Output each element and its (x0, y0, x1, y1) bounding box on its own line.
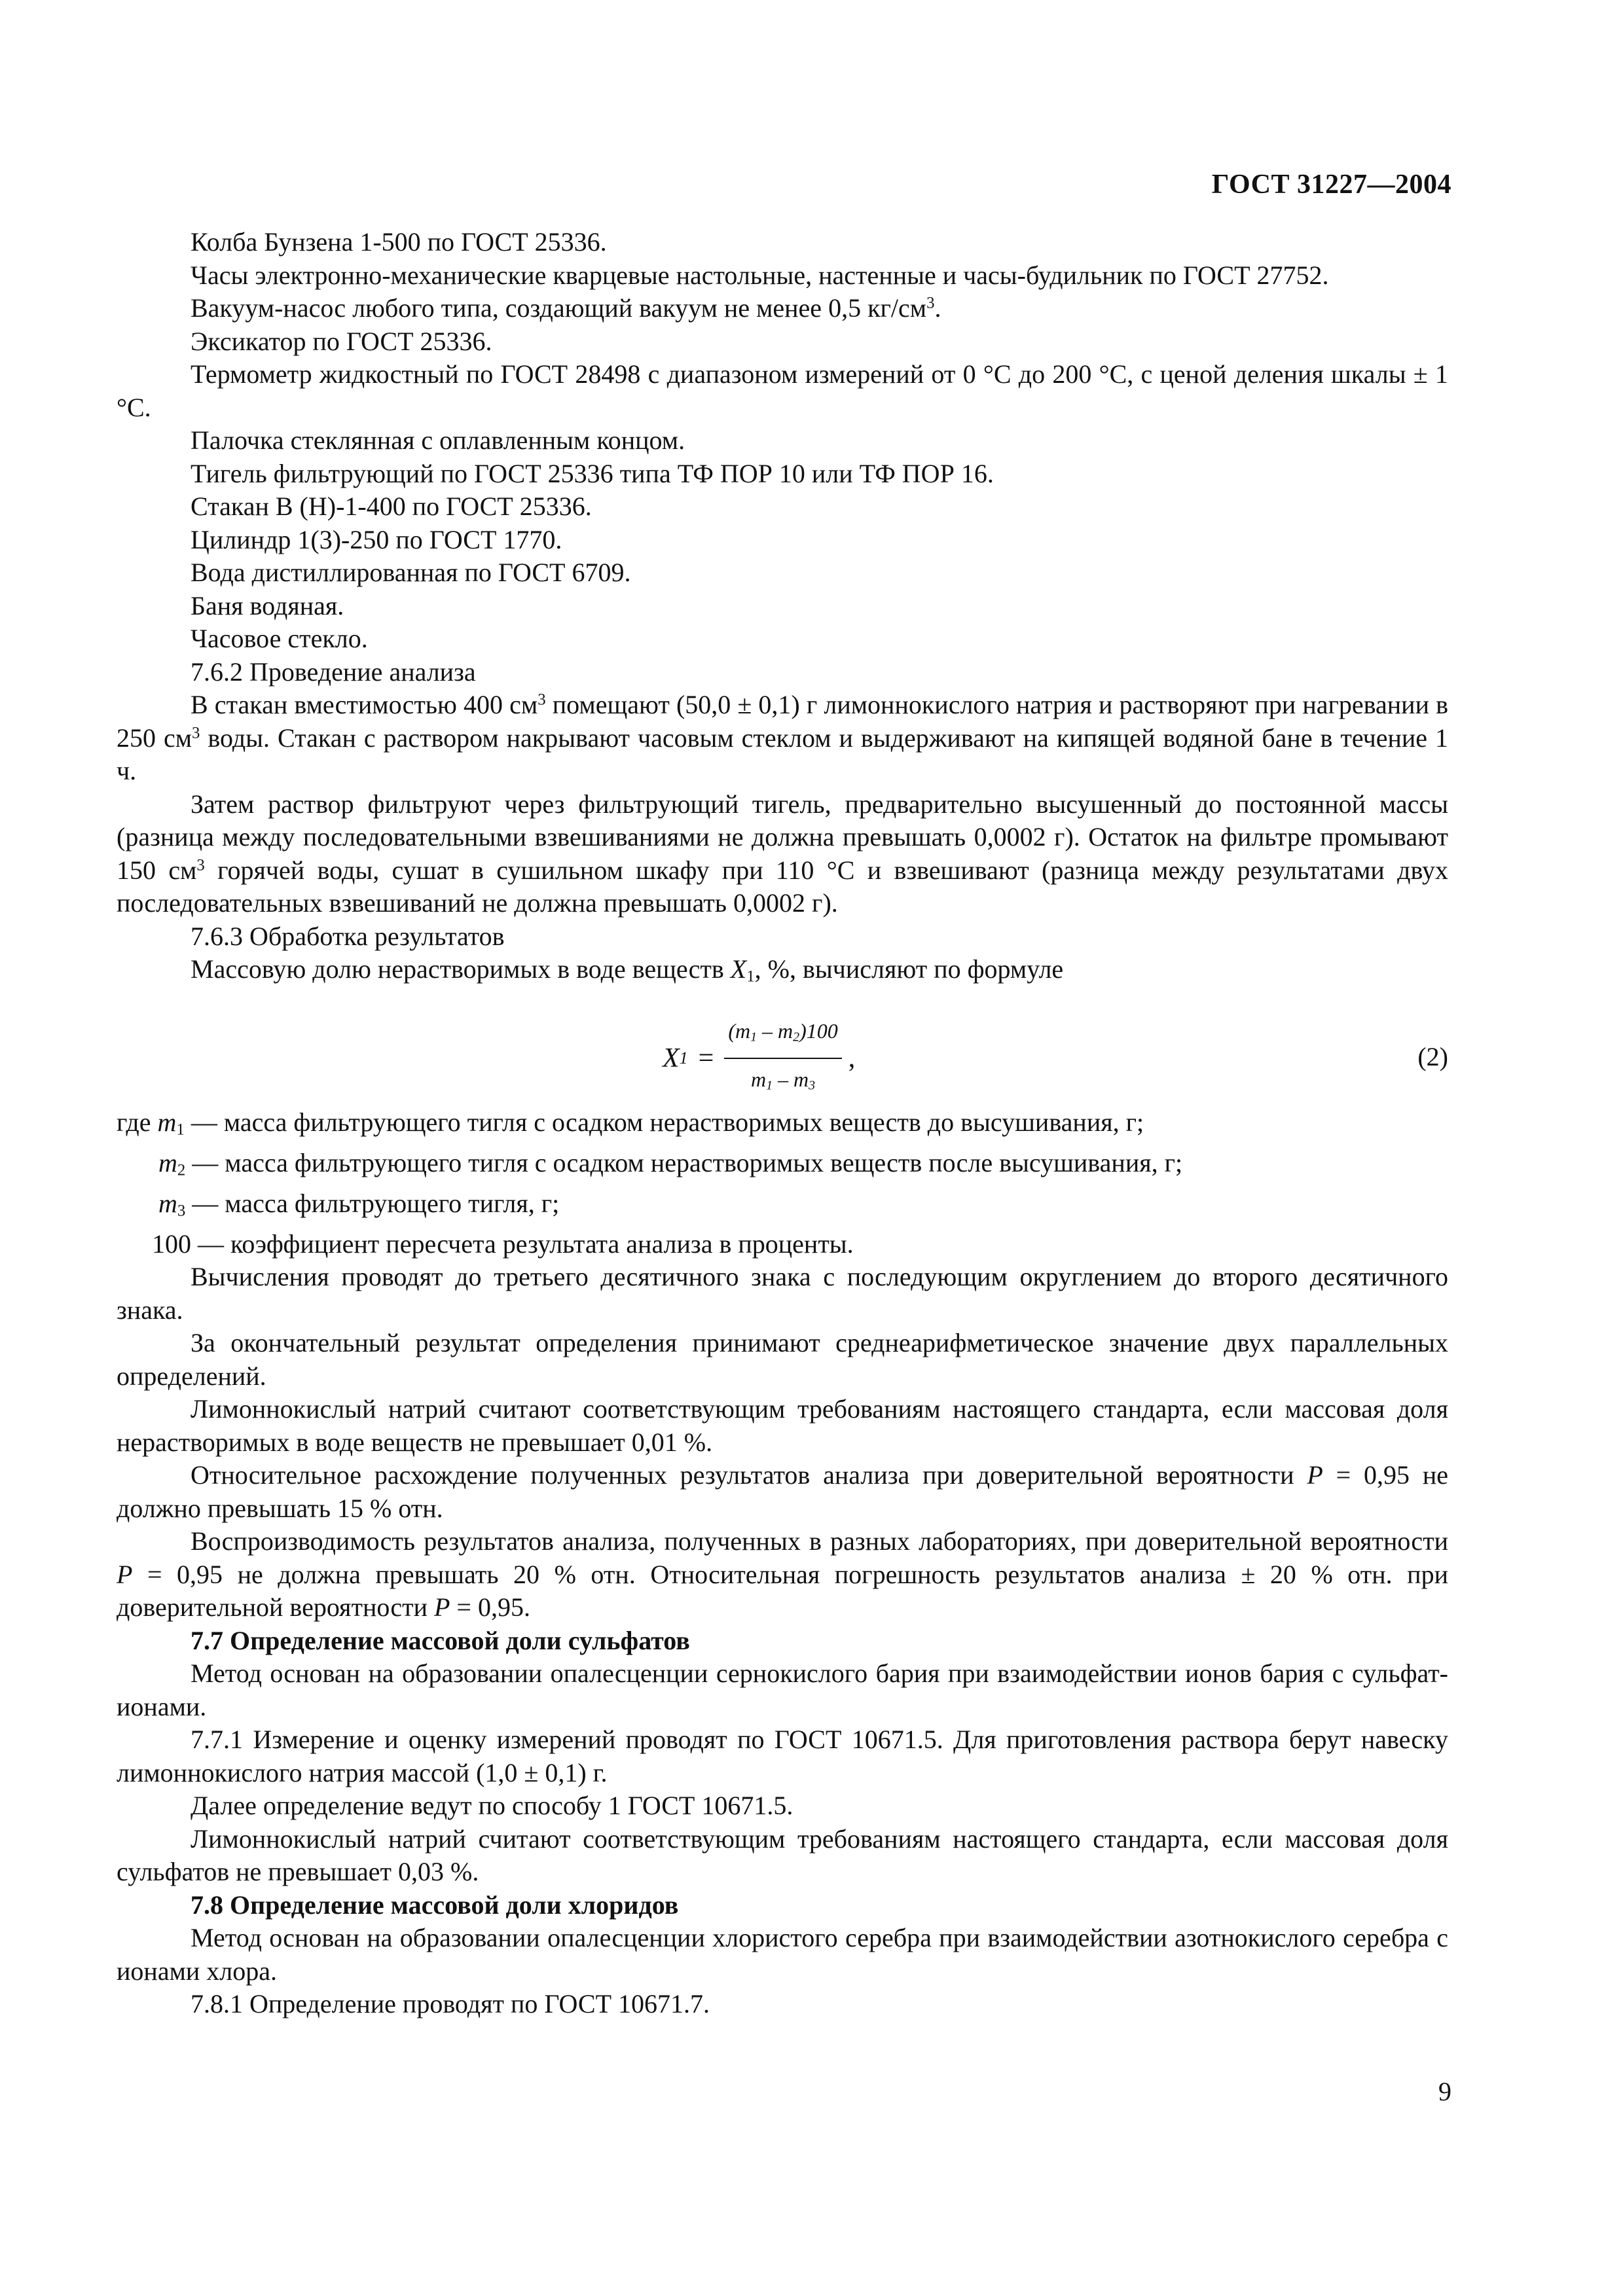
legend-row-m3: $m_3$ — масса фильтрующего тигля, г; (158, 1188, 560, 1220)
equipment-item: Стакан В (Н)-1-400 по ГОСТ 25336. (191, 492, 592, 521)
section-heading-7-6-3: 7.6.3 Обработка результатов (191, 921, 505, 951)
paragraph: Воспроизводимость результатов анализа, полученных в разных лабораториях, при доверительной вероятности P = 0,95 не должна превышать 20 % отн. Относительная погрешность результатов анализа ± 20 % отн. при доверительной вероятности P = 0,95. (117, 1526, 1448, 1623)
equipment-item: Тигель фильтрующий по ГОСТ 25336 типа ТФ ПОР 10 или ТФ ПОР 16. (191, 458, 994, 488)
formula-denominator: $m_1 - m_3$ (751, 1067, 816, 1093)
equipment-item: Колба Бунзена 1-500 по ГОСТ 25336. (191, 227, 607, 257)
section-heading-7-7: 7.7 Определение массовой доли сульфатов (191, 1625, 690, 1655)
legend-row-m1: где $m_1$ — масса фильтрующего тигля с осадком нерастворимых веществ до высушивания, г; (117, 1107, 1144, 1139)
equipment-item: Термометр жидкостный по ГОСТ 28498 с диапазоном измерений от 0 °С до 200 °С, с ценой деления шкалы ± 1 °С. (117, 359, 1448, 422)
formula-legend (117, 1106, 1448, 1261)
page-body (117, 226, 1448, 2021)
legend-row-100: 100 — коэффициент пересчета результата анализа в проценты. (152, 1229, 854, 1259)
formula-x1: X 1 = $\frac{(m_1 - m_2)100}{m_1 - m_3}$ , (663, 1014, 855, 1102)
paragraph: 7.7.1 Измерение и оценку измерений проводят по ГОСТ 10671.5. Для приготовления раствора берут навеску лимоннокислого натрия массой (1,0 ± 0,1) г. (117, 1725, 1448, 1787)
equipment-item: Вакуум-насос любого типа, создающий вакуум не менее 0,5 $кг/см^3$. (191, 293, 941, 323)
equipment-item: Часы электронно-механические кварцевые настольные, настенные и часы-будильник по ГОСТ 27752. (191, 260, 1329, 290)
paragraph: За окончательный результат определения принимают среднеарифметическое значение двух параллельных определений. (117, 1328, 1448, 1391)
section-heading-7-6-2: 7.6.2 Проведение анализа (191, 656, 476, 687)
paragraph: Относительное расхождение полученных результатов анализа при доверительной вероятности P = 0,95 не должно превышать 15 % отн. (117, 1460, 1448, 1523)
equipment-item: Эксикатор по ГОСТ 25336. (191, 326, 492, 356)
paragraph: Лимоннокислый натрий считают соответствующим требованиям настоящего стандарта, если массовая доля сульфатов не превышает 0,03 %. (117, 1823, 1448, 1887)
equipment-item: Баня водяная. (191, 590, 344, 620)
formula-block (117, 994, 1448, 1106)
formula-numerator: $(m_1 - m_2)100$ (724, 1014, 841, 1059)
equipment-item: Палочка стеклянная с оплавленным концом. (191, 425, 685, 455)
page-header-standard-number: ГОСТ 31227—2004 (1211, 170, 1451, 200)
legend-row-m2: $m_2$ — масса фильтрующего тигля с осадком нерастворимых веществ после высушивания, г; (158, 1147, 1183, 1179)
paragraph: Метод основан на образовании опалесценции сернокислого бария при взаимодействии ионов бария с сульфат-ионами. (117, 1659, 1448, 1721)
paragraph: Далее определение ведут по способу 1 ГОСТ 10671.5. (191, 1791, 793, 1821)
section-heading-7-8: 7.8 Определение массовой доли хлоридов (191, 1890, 679, 1920)
equipment-item: Часовое стекло. (191, 624, 368, 653)
paragraph: Вычисления проводят до третьего десятичного знака с последующим округлением до второго десятичного знака. (117, 1262, 1448, 1325)
paragraph: Затем раствор фильтруют через фильтрующий тигель, предварительно высушенный до постоянной массы (разница между последовательными взвешиваниями не должна превышать 0,0002 г). Остаток на фильтре промывают 150 $см^3$ горячей воды, сушат в сушильном шкафу при 110 °С и взвешивают (разница между результатами двух последовательных взвешиваний не должна превышать 0,0002 г). (117, 789, 1448, 918)
paragraph: В стакан вместимостью 400 $см^3$ помещают (50,0 ± 0,1) г лимоннокислого натрия и растворяют при нагревании в 250 $см^3$ воды. Стакан с раствором накрывают часовым стеклом и выдерживают на кипящей водяной бане в течение 1 ч. (117, 690, 1448, 785)
paragraph: Лимоннокислый натрий считают соответствующим требованиям настоящего стандарта, если массовая доля нерастворимых в воде веществ не превышает 0,01 %. (117, 1394, 1448, 1457)
paragraph: Массовую долю нерастворимых в воде веществ $X_1$, %, вычисляют по формуле (191, 954, 1064, 986)
page-number: 9 (1438, 2077, 1451, 2106)
formula-fraction (724, 1014, 841, 1102)
equipment-item: Цилиндр 1(3)-250 по ГОСТ 1770. (191, 524, 562, 554)
formula-number: (2) (1417, 1041, 1448, 1071)
equipment-item: Вода дистиллированная по ГОСТ 6709. (191, 558, 631, 587)
paragraph: 7.8.1 Определение проводят по ГОСТ 10671.7. (191, 1989, 710, 2019)
paragraph: Метод основан на образовании опалесценции хлористого серебра при взаимодействии азотнокислого серебра с ионами хлора. (117, 1923, 1448, 1986)
